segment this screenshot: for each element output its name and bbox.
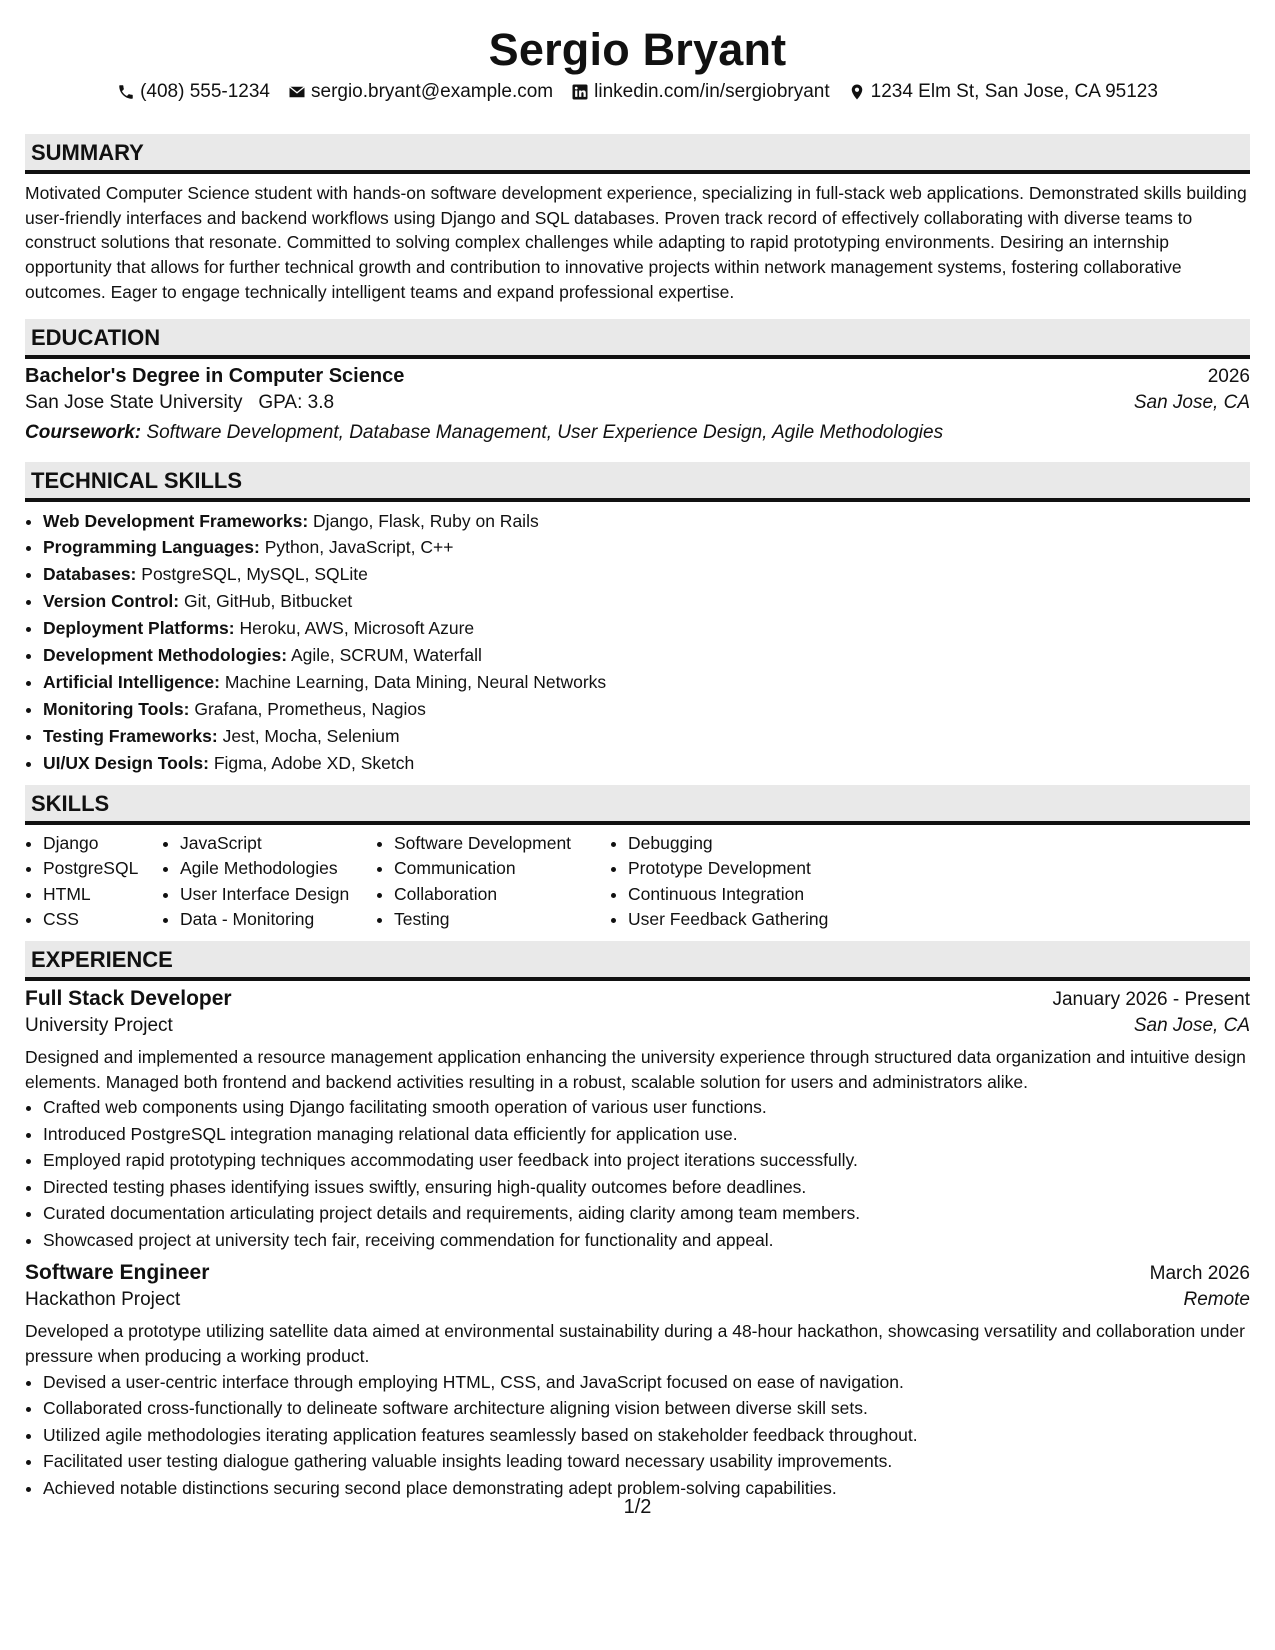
phone-text: (408) 555-1234 [140,81,270,102]
list-item [43,534,1250,561]
skill-values: Python, JavaScript, C++ [264,537,454,558]
technical-skills-list [25,508,1250,777]
skill-values: Git, GitHub, Bitbucket [184,591,353,612]
job-location: San Jose, CA [1133,1014,1250,1036]
skill-category: Testing Frameworks: [43,725,218,746]
skill-category: Databases: [43,564,137,585]
list-item: • CSS [43,907,162,933]
skill-values: Jest, Mocha, Selenium [222,725,400,746]
list-item: • Communication [394,856,610,882]
list-item: • Introduced PostgreSQL integration managing relational data efficiently for application use. [43,1121,1250,1148]
list-item: • Continuous Integration [628,882,888,908]
skill-values: Django, Flask, Ruby on Rails [313,510,539,531]
skill-values: Figma, Adobe XD, Sketch [213,752,415,773]
list-item: • Employed rapid prototyping techniques accommodating user feedback into project iterations successfully. [43,1147,1250,1174]
gpa: GPA: 3.8 [258,391,335,413]
skills-column [162,831,376,933]
coursework-line [25,418,1250,448]
skills-column [376,831,610,933]
school-name: San Jose State University [25,391,243,413]
list-item: • Django [43,831,162,857]
job-org: Hackathon Project [25,1289,181,1311]
list-item: • Showcased project at university tech fair, receiving commendation for functionality and appeal. [43,1227,1250,1254]
list-item: • Software Development [394,831,610,857]
list-item [43,588,1250,615]
degree-title: Bachelor's Degree in Computer Science [25,364,405,387]
skill-category: Deployment Platforms: [43,618,235,639]
section-heading-technical-skills: TECHNICAL SKILLS [25,462,1250,502]
experience-entry [25,987,1250,1253]
skills-grid [25,831,1250,933]
resume-page [25,0,1250,1650]
list-item: • HTML [43,882,162,908]
section-heading-education: EDUCATION [25,319,1250,359]
list-item [43,723,1250,750]
contact-bar [25,80,1250,104]
list-item [43,669,1250,696]
skill-values: Agile, SCRUM, Waterfall [290,645,482,666]
list-item: • Agile Methodologies [180,856,376,882]
skill-category: Monitoring Tools: [43,698,190,719]
skill-category: Programming Languages: [43,537,260,558]
coursework-label: Coursework: [25,421,142,443]
list-item [43,750,1250,777]
section-heading-skills: SKILLS [25,785,1250,825]
skill-category: Artificial Intelligence: [43,671,220,692]
job-date: January 2026 - Present [1052,988,1250,1010]
address-text: 1234 Elm St, San Jose, CA 95123 [870,81,1158,102]
list-item: • Testing [394,907,610,933]
list-item [43,561,1250,588]
job-org: University Project [25,1014,173,1036]
degree-year: 2026 [1207,365,1250,387]
phone-icon [117,83,135,101]
job-description: Designed and implemented a resource management application enhancing the university experience through structured data organization and intuitive design elements. Managed both frontend and backend activities resulting in a robust, scalable solution for users and administrators alike. [25,1046,1246,1092]
job-title: Software Engineer [25,1261,210,1285]
contact-email[interactable] [288,80,553,104]
list-item: • User Interface Design [180,882,376,908]
education-entry [25,365,1250,448]
job-bullets [25,1094,1250,1253]
skills-column [25,831,162,933]
contact-phone[interactable] [117,80,270,104]
list-item [43,615,1250,642]
skill-values: Grafana, Prometheus, Nagios [194,698,426,719]
skill-values: PostgreSQL, MySQL, SQLite [141,564,368,585]
list-item: • JavaScript [180,831,376,857]
contact-address [848,80,1158,104]
linkedin-icon [571,83,589,101]
list-item: • Directed testing phases identifying issues swiftly, ensuring high-quality outcomes before deadlines. [43,1174,1250,1201]
section-heading-summary: SUMMARY [25,134,1250,174]
skill-category: Version Control: [43,591,180,612]
list-item [43,642,1250,669]
contact-linkedin[interactable] [571,80,830,104]
page-number: 1/2 [623,1496,652,1518]
linkedin-text: linkedin.com/in/sergiobryant [594,81,830,102]
section-heading-experience: EXPERIENCE [25,941,1250,981]
list-item: • Crafted web components using Django facilitating smooth operation of various user functions. [43,1094,1250,1121]
list-item: • Prototype Development [628,856,888,882]
skills-column [610,831,888,933]
list-item [43,508,1250,535]
skill-category: Web Development Frameworks: [43,510,309,531]
list-item: • Collaboration [394,882,610,908]
job-title: Full Stack Developer [25,986,232,1010]
summary-text: Motivated Computer Science student with hands-on software development experience, specializing in full-stack web applications. Demonstrated skills building user-friendly interfaces and backend workflows using Django and SQL databases. Proven track record of effectively collaborating with diverse teams to construct solutions that resonate. Committed to solving complex challenges while adapting to rapid prototyping environments. Desiring an internship opportunity that allows for further technical growth and contribution to innovative projects within network management systems, fostering collaborative outcomes. Eager to engage technically intelligent teams and expand professional expertise. [25,183,1247,302]
envelope-icon [288,83,306,101]
school-line [25,388,334,418]
list-item: • Utilized agile methodologies iterating application features seamlessly based on stakeholder feedback throughout. [43,1422,1250,1449]
email-text: sergio.bryant@example.com [311,81,554,102]
job-bullets [25,1369,1250,1502]
list-item: • Debugging [628,831,888,857]
map-pin-icon [848,83,866,101]
skill-values: Heroku, AWS, Microsoft Azure [239,618,475,639]
skill-category: Development Methodologies: [43,645,288,666]
list-item: • Achieved notable distinctions securing second place demonstrating adept problem-solving capabilities. [43,1475,1250,1502]
job-location: Remote [1183,1289,1250,1311]
list-item: • PostgreSQL [43,856,162,882]
list-item: • Devised a user-centric interface through employing HTML, CSS, and JavaScript focused on ease of navigation. [43,1369,1250,1396]
list-item: • Data - Monitoring [180,907,376,933]
list-item: • Collaborated cross-functionally to delineate software architecture aligning vision between diverse skill sets. [43,1395,1250,1422]
list-item: • User Feedback Gathering [628,907,888,933]
list-item: • Curated documentation articulating project details and requirements, aiding clarity among team members. [43,1200,1250,1227]
coursework-text: Software Development, Database Management, User Experience Design, Agile Methodologies [146,421,944,443]
experience-entry [25,1261,1250,1501]
list-item: • Facilitated user testing dialogue gathering valuable insights leading toward necessary usability improvements. [43,1448,1250,1475]
job-description: Developed a prototype utilizing satellite data aimed at environmental sustainability during a 48-hour hackathon, showcasing versatility and collaboration under pressure when producing a working product. [25,1321,1245,1367]
skill-category: UI/UX Design Tools: [43,752,209,773]
school-location: San Jose, CA [1133,391,1250,413]
skill-values: Machine Learning, Data Mining, Neural Networks [224,671,607,692]
list-item [43,696,1250,723]
candidate-name: Sergio Bryant [488,24,787,75]
job-date: March 2026 [1149,1263,1250,1285]
